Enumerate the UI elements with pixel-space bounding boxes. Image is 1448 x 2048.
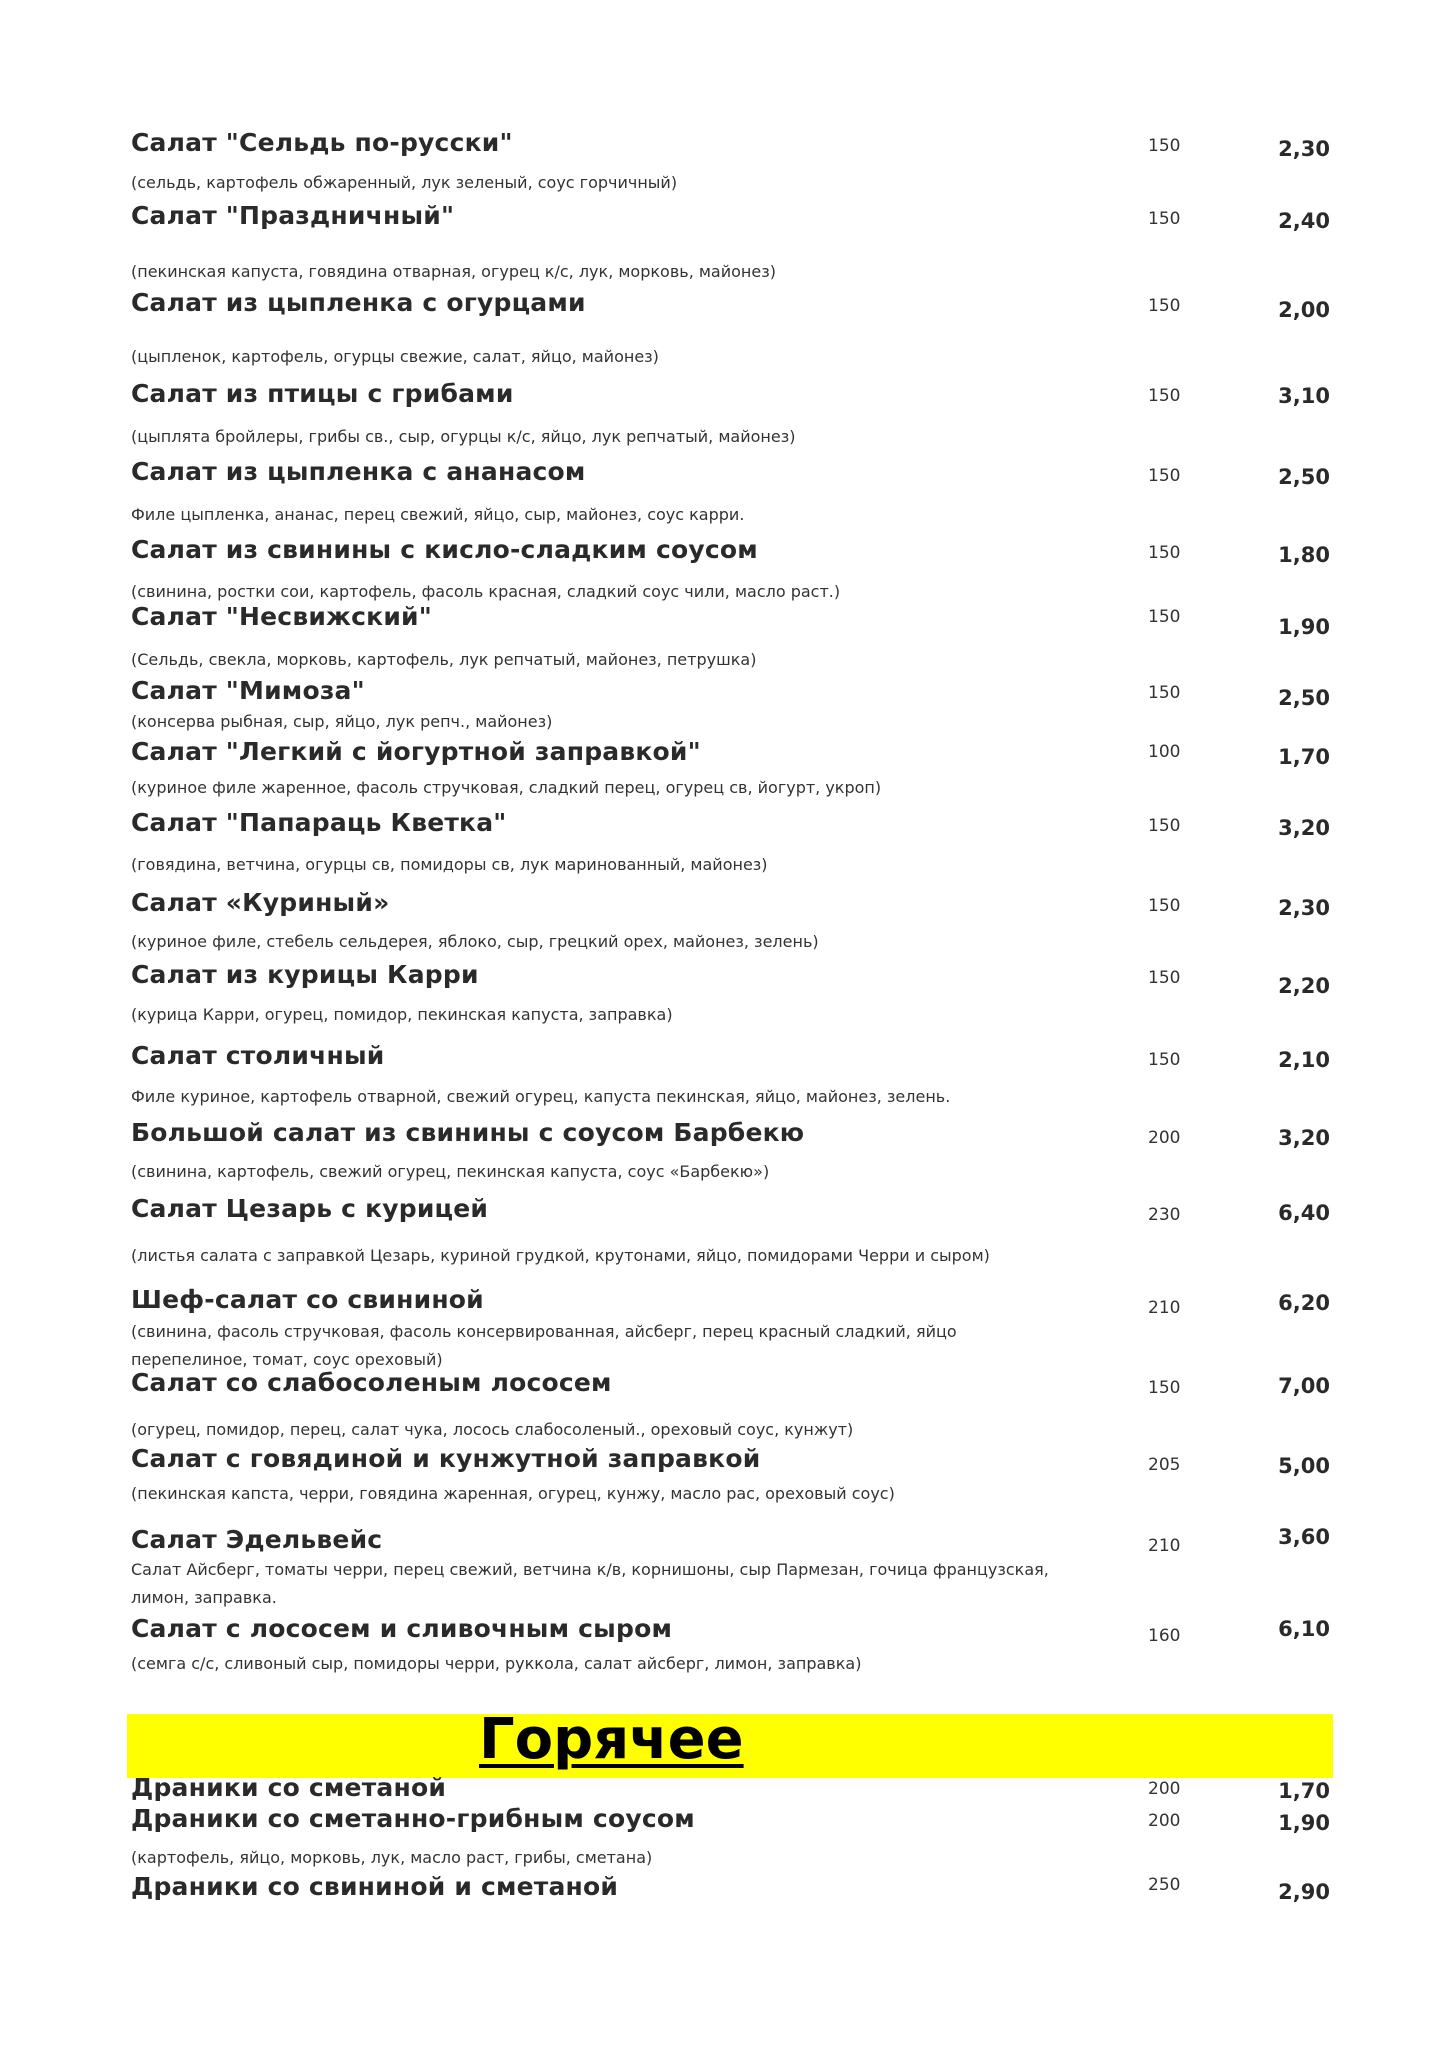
- item-weight: 150: [1148, 466, 1181, 486]
- item-name: Драники со сметаной: [131, 1773, 447, 1802]
- item-price: 6,40: [1278, 1201, 1330, 1225]
- item-price: 3,20: [1278, 816, 1330, 840]
- item-name: Салат "Мимоза": [131, 676, 365, 705]
- item-name: Салат с лососем и сливочным сыром: [131, 1614, 673, 1643]
- item-description: (говядина, ветчина, огурцы св, помидоры св, лук маринованный, майонез): [131, 855, 768, 874]
- item-weight: 150: [1148, 968, 1181, 988]
- item-weight: 150: [1148, 209, 1181, 229]
- item-name: Драники со свининой и сметаной: [131, 1872, 619, 1901]
- item-weight: 150: [1148, 816, 1181, 836]
- item-weight: 205: [1148, 1455, 1181, 1475]
- item-price: 5,00: [1278, 1454, 1330, 1478]
- item-description: (цыпленок, картофель, огурцы свежие, салат, яйцо, майонез): [131, 347, 659, 366]
- item-name: Драники со сметанно-грибным соусом: [131, 1804, 695, 1833]
- item-name: Салат Цезарь с курицей: [131, 1194, 489, 1223]
- item-name: Салат «Куриный»: [131, 888, 390, 917]
- item-price: 1,90: [1278, 1811, 1330, 1835]
- item-name: Салат из курицы Карри: [131, 960, 479, 989]
- item-price: 2,50: [1278, 686, 1330, 710]
- item-price: 6,10: [1278, 1617, 1330, 1641]
- item-weight: 150: [1148, 1050, 1181, 1070]
- item-name: Салат "Папараць Кветка": [131, 808, 507, 837]
- item-name: Салат из птицы с грибами: [131, 379, 514, 408]
- item-weight: 150: [1148, 1378, 1181, 1398]
- item-description: (листья салата с заправкой Цезарь, куриной грудкой, крутонами, яйцо, помидорами Черри и сыром): [131, 1246, 990, 1265]
- item-price: 1,70: [1278, 745, 1330, 769]
- item-description: (свинина, ростки сои, картофель, фасоль красная, сладкий соус чили, масло раст.): [131, 582, 841, 601]
- item-weight: 150: [1148, 386, 1181, 406]
- item-price: 2,20: [1278, 974, 1330, 998]
- item-name: Салат "Праздничный": [131, 201, 455, 230]
- item-price: 1,70: [1278, 1779, 1330, 1803]
- item-name: Салат из цыпленка с огурцами: [131, 288, 586, 317]
- item-name: Салат "Сельдь по-русски": [131, 128, 513, 157]
- item-name: Большой салат из свинины с соусом Барбекю: [131, 1118, 805, 1147]
- item-weight: 200: [1148, 1779, 1181, 1799]
- item-description: (цыплята бройлеры, грибы св., сыр, огурцы к/с, яйцо, лук репчатый, майонез): [131, 427, 796, 446]
- item-price: 2,10: [1278, 1048, 1330, 1072]
- item-description: (свинина, фасоль стручковая, фасоль консервированная, айсберг, перец красный сладкий, яйцо перепелиное, томат, соус ореховый): [131, 1322, 957, 1369]
- item-price: 2,00: [1278, 298, 1330, 322]
- item-name: Салат со слабосоленым лососем: [131, 1368, 612, 1397]
- item-description: Филе цыпленка, ананас, перец свежий, яйцо, сыр, майонез, соус карри.: [131, 505, 745, 524]
- item-description: (Сельдь, свекла, морковь, картофель, лук репчатый, майонез, петрушка): [131, 650, 757, 669]
- item-weight: 100: [1148, 742, 1181, 762]
- item-description: (консерва рыбная, сыр, яйцо, лук репч., майонез): [131, 712, 553, 731]
- item-name: Салат "Легкий с йогуртной заправкой": [131, 737, 701, 766]
- item-weight: 150: [1148, 683, 1181, 703]
- item-description: (курица Карри, огурец, помидор, пекинская капуста, заправка): [131, 1005, 673, 1024]
- item-description: (пекинская капста, черри, говядина жаренная, огурец, кунжу, масло рас, ореховый соус): [131, 1484, 895, 1503]
- section-title: Горячее: [479, 1707, 744, 1772]
- item-name: Салат "Несвижский": [131, 602, 432, 631]
- item-weight: 150: [1148, 543, 1181, 563]
- item-price: 2,90: [1278, 1880, 1330, 1904]
- item-name: Салат из свинины с кисло-сладким соусом: [131, 535, 758, 564]
- item-description: (куриное филе жаренное, фасоль стручковая, сладкий перец, огурец св, йогурт, укроп): [131, 778, 882, 797]
- item-name: Салат из цыпленка с ананасом: [131, 457, 586, 486]
- item-name: Салат с говядиной и кунжутной заправкой: [131, 1444, 761, 1473]
- item-price: 2,30: [1278, 137, 1330, 161]
- item-description: (огурец, помидор, перец, салат чука, лосось слабосоленый., ореховый соус, кунжут): [131, 1420, 854, 1439]
- item-price: 3,60: [1278, 1525, 1330, 1549]
- item-weight: 150: [1148, 607, 1181, 627]
- item-description: (куриное филе, стебель сельдерея, яблоко, сыр, грецкий орех, майонез, зелень): [131, 932, 819, 951]
- item-description: Салат Айсберг, томаты черри, перец свежий, ветчина к/в, корнишоны, сыр Пармезан, гочица французская, лимон, заправка.: [131, 1560, 1049, 1607]
- item-price: 2,50: [1278, 465, 1330, 489]
- item-price: 1,90: [1278, 615, 1330, 639]
- item-weight: 210: [1148, 1298, 1181, 1318]
- item-weight: 230: [1148, 1205, 1181, 1225]
- item-price: 3,20: [1278, 1126, 1330, 1150]
- item-price: 2,40: [1278, 209, 1330, 233]
- item-name: Салат Эдельвейс: [131, 1525, 383, 1554]
- item-price: 2,30: [1278, 896, 1330, 920]
- item-description: Филе куриное, картофель отварной, свежий огурец, капуста пекинская, яйцо, майонез, зелень.: [131, 1087, 951, 1106]
- item-weight: 150: [1148, 296, 1181, 316]
- item-weight: 250: [1148, 1875, 1181, 1895]
- item-weight: 200: [1148, 1811, 1181, 1831]
- item-description: (свинина, картофель, свежий огурец, пекинская капуста, соус «Барбекю»): [131, 1162, 770, 1181]
- item-description: (пекинская капуста, говядина отварная, огурец к/с, лук, морковь, майонез): [131, 262, 776, 281]
- item-price: 3,10: [1278, 384, 1330, 408]
- item-name: Шеф-салат со свининой: [131, 1285, 484, 1314]
- item-weight: 160: [1148, 1626, 1181, 1646]
- item-weight: 150: [1148, 896, 1181, 916]
- item-price: 1,80: [1278, 543, 1330, 567]
- item-weight: 210: [1148, 1536, 1181, 1556]
- item-description: (картофель, яйцо, морковь, лук, масло раст, грибы, сметана): [131, 1848, 653, 1867]
- item-weight: 200: [1148, 1128, 1181, 1148]
- item-name: Салат столичный: [131, 1041, 385, 1070]
- item-description: (сельдь, картофель обжаренный, лук зеленый, соус горчичный): [131, 173, 678, 192]
- item-weight: 150: [1148, 136, 1181, 156]
- item-description: (семга с/с, сливоный сыр, помидоры черри, руккола, салат айсберг, лимон, заправка): [131, 1654, 862, 1673]
- item-price: 7,00: [1278, 1374, 1330, 1398]
- item-price: 6,20: [1278, 1291, 1330, 1315]
